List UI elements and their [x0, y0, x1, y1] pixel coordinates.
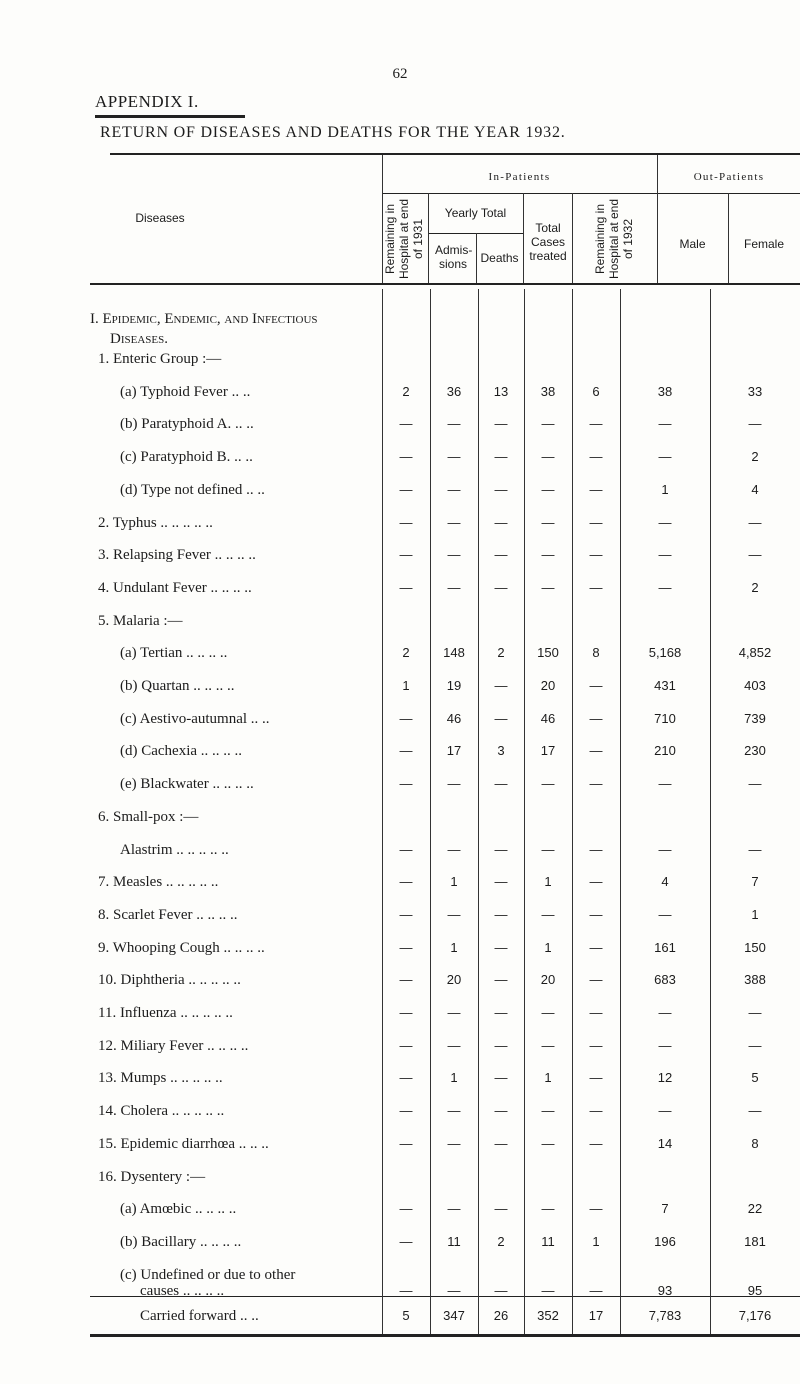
cell-deaths: —	[494, 1283, 508, 1298]
cell-male: —	[658, 1005, 672, 1020]
cell-remaining-1932: —	[589, 1070, 603, 1085]
cell-remaining-1932: —	[589, 907, 603, 922]
table-row	[90, 447, 800, 467]
cell-deaths: —	[494, 940, 508, 955]
cell-admissions: 17	[446, 743, 462, 758]
cell-total-cases: —	[541, 416, 555, 431]
cell-female: 95	[747, 1283, 763, 1298]
disease-label: 8. Scarlet Fever .. .. .. ..	[98, 907, 238, 923]
cell-remaining-1932: —	[589, 515, 603, 530]
cell-total-cases: 20	[540, 972, 556, 987]
disease-label: 12. Miliary Fever .. .. .. ..	[98, 1038, 249, 1054]
table-row	[90, 545, 800, 565]
cell-deaths: 2	[497, 645, 505, 660]
cell-male: 5,168	[648, 645, 682, 660]
disease-label: 14. Cholera .. .. .. .. ..	[98, 1103, 225, 1119]
cell-male: 14	[657, 1136, 673, 1151]
table-row	[90, 905, 800, 925]
cell-remaining-1932: —	[589, 678, 603, 693]
disease-return-table	[90, 153, 800, 1350]
cell-deaths: 3	[497, 743, 505, 758]
disease-label: 11. Influenza .. .. .. .. ..	[98, 1005, 233, 1021]
cell-remaining-1932: —	[589, 743, 603, 758]
cell-admissions: —	[447, 1201, 461, 1216]
cell-total-cases: 11	[541, 1234, 555, 1249]
cell-deaths: —	[494, 1038, 508, 1053]
cell-deaths: —	[494, 1103, 508, 1118]
cell-male: 431	[654, 678, 676, 693]
table-row	[90, 1101, 800, 1121]
cell-remaining-1932: —	[589, 547, 603, 562]
cell-total-cases: —	[541, 907, 555, 922]
cell-female: —	[748, 515, 762, 530]
cell-deaths: —	[494, 678, 508, 693]
cell-remaining-1931: 2	[402, 645, 410, 660]
cell-male: 4	[661, 874, 669, 889]
disease-label: 6. Small-pox :—	[98, 809, 199, 825]
table-row	[90, 1003, 800, 1023]
cell-remaining-1932: —	[589, 1038, 603, 1053]
cell-admissions: —	[447, 449, 461, 464]
cell-male: —	[658, 776, 672, 791]
carried-forward-total-cases: 352	[537, 1308, 559, 1323]
cell-total-cases: —	[541, 1005, 555, 1020]
cell-female: 739	[744, 711, 766, 726]
table-row	[90, 709, 800, 729]
cell-admissions: —	[447, 907, 461, 922]
cell-admissions: 1	[450, 874, 458, 889]
cell-remaining-1931: —	[399, 580, 413, 595]
cell-remaining-1931: —	[399, 1234, 413, 1249]
cell-male: 12	[657, 1070, 673, 1085]
cell-total-cases: —	[541, 1038, 555, 1053]
cell-male: 210	[654, 743, 676, 758]
header-admissions: Admis-sions	[435, 243, 473, 271]
disease-label: 5. Malaria :—	[98, 613, 183, 629]
cell-female: —	[748, 1103, 762, 1118]
carried-forward-deaths: 26	[493, 1308, 509, 1323]
cell-female: —	[748, 1038, 762, 1053]
cell-male: —	[658, 1103, 672, 1118]
cell-remaining-1931: —	[399, 482, 413, 497]
cell-admissions: —	[447, 776, 461, 791]
table-row	[90, 1134, 800, 1154]
cell-remaining-1931: —	[399, 874, 413, 889]
cell-remaining-1931: —	[399, 449, 413, 464]
cell-admissions: 20	[446, 972, 462, 987]
cell-male: 710	[654, 711, 676, 726]
header-out-patients: Out-Patients	[693, 171, 765, 183]
header-female: Female	[743, 237, 784, 251]
cell-remaining-1932: —	[589, 972, 603, 987]
disease-label: 1. Enteric Group :—	[98, 351, 222, 367]
cell-deaths: —	[494, 580, 508, 595]
cell-female: 150	[744, 940, 766, 955]
disease-label: (c) Undefined or due to other	[120, 1267, 296, 1283]
cell-admissions: —	[447, 842, 461, 857]
cell-deaths: —	[494, 416, 508, 431]
cell-male: 93	[657, 1283, 673, 1298]
table-top-rule	[110, 153, 800, 155]
header-diseases: Diseases	[135, 211, 185, 225]
cell-total-cases: —	[541, 1201, 555, 1216]
table-row	[90, 643, 800, 663]
cell-remaining-1931: —	[399, 842, 413, 857]
carried-forward-remaining-1932: 17	[588, 1308, 604, 1323]
cell-female: 388	[744, 972, 766, 987]
cell-female: 2	[751, 580, 759, 595]
cell-deaths: —	[494, 907, 508, 922]
cell-remaining-1931: 1	[402, 678, 410, 693]
table-row	[90, 1281, 800, 1301]
cell-remaining-1931: —	[399, 1201, 413, 1216]
cell-remaining-1932: —	[589, 482, 603, 497]
disease-label: (b) Quartan .. .. .. ..	[120, 678, 235, 694]
disease-label: 4. Undulant Fever .. .. .. ..	[98, 580, 252, 596]
cell-male: 161	[654, 940, 676, 955]
table-row	[90, 513, 800, 533]
table-row	[90, 611, 800, 631]
cell-female: 403	[744, 678, 766, 693]
page-title: RETURN OF DISEASES AND DEATHS FOR THE YEAR 1932.	[100, 124, 566, 141]
appendix-heading: APPENDIX I.	[95, 92, 199, 111]
cell-deaths: —	[494, 711, 508, 726]
cell-remaining-1932: 6	[592, 384, 600, 399]
cell-admissions: 148	[443, 645, 465, 660]
table-row	[90, 872, 800, 892]
cell-remaining-1931: 2	[402, 384, 410, 399]
cell-admissions: —	[447, 515, 461, 530]
cell-total-cases: 1	[544, 874, 552, 889]
cell-male: —	[658, 907, 672, 922]
cell-remaining-1932: 8	[592, 645, 600, 660]
cell-remaining-1931: —	[399, 743, 413, 758]
cell-female: 1	[751, 907, 759, 922]
cell-remaining-1931: —	[399, 1005, 413, 1020]
disease-label: 3. Relapsing Fever .. .. .. ..	[98, 547, 256, 563]
cell-remaining-1932: —	[589, 940, 603, 955]
table-row	[90, 1068, 800, 1088]
out-patients-underline	[658, 193, 800, 194]
disease-label: (b) Paratyphoid A. .. ..	[120, 416, 254, 432]
cell-male: 683	[654, 972, 676, 987]
disease-label: (e) Blackwater .. .. .. ..	[120, 776, 254, 792]
cell-remaining-1932: —	[589, 842, 603, 857]
cell-male: —	[658, 515, 672, 530]
cell-total-cases: 1	[544, 1070, 552, 1085]
cell-deaths: —	[494, 1070, 508, 1085]
table-row	[90, 349, 800, 369]
cell-remaining-1932: 1	[592, 1234, 600, 1249]
disease-label: 9. Whooping Cough .. .. .. ..	[98, 940, 265, 956]
cell-remaining-1932: —	[589, 1136, 603, 1151]
cell-deaths: —	[494, 874, 508, 889]
cell-remaining-1932: —	[589, 1103, 603, 1118]
cell-remaining-1931: —	[399, 1283, 413, 1298]
cell-deaths: —	[494, 547, 508, 562]
disease-label: 7. Measles .. .. .. .. ..	[98, 874, 219, 890]
table-row	[90, 578, 800, 598]
cell-remaining-1932: —	[589, 711, 603, 726]
header-remaining-1932: Remaining in Hospital at end of 1932	[593, 198, 635, 280]
cell-male: 1	[661, 482, 669, 497]
col-rule	[523, 193, 524, 283]
header-male: Male	[679, 237, 706, 251]
cell-deaths: —	[494, 482, 508, 497]
disease-label: Alastrim .. .. .. .. ..	[120, 842, 229, 858]
table-row	[90, 1232, 800, 1252]
section-heading-cont: Diseases.	[110, 331, 168, 347]
carried-forward-row	[90, 1306, 800, 1326]
disease-label: (a) Amœbic .. .. .. ..	[120, 1201, 237, 1217]
cell-admissions: 1	[450, 940, 458, 955]
cell-remaining-1932: —	[589, 1005, 603, 1020]
cell-total-cases: 150	[537, 645, 559, 660]
cell-female: 7	[751, 874, 759, 889]
cell-deaths: —	[494, 1136, 508, 1151]
cell-total-cases: 1	[544, 940, 552, 955]
table-row	[90, 1167, 800, 1187]
header-yearly-total: Yearly Total	[444, 206, 507, 220]
cell-total-cases: 17	[540, 743, 556, 758]
carried-forward-admissions: 347	[443, 1308, 465, 1323]
table-row	[90, 807, 800, 827]
cell-remaining-1932: —	[589, 416, 603, 431]
cell-admissions: 1	[450, 1070, 458, 1085]
table-row	[90, 382, 800, 402]
cell-male: —	[658, 842, 672, 857]
cell-female: 4	[751, 482, 759, 497]
table-row	[90, 1199, 800, 1219]
cell-female: 2	[751, 449, 759, 464]
cell-admissions: —	[447, 1136, 461, 1151]
disease-label: (c) Aestivo-autumnal .. ..	[120, 711, 270, 727]
cell-total-cases: —	[541, 1283, 555, 1298]
cell-admissions: 46	[446, 711, 462, 726]
cell-remaining-1931: —	[399, 907, 413, 922]
cell-female: —	[748, 842, 762, 857]
cell-admissions: —	[447, 1103, 461, 1118]
col-rule	[572, 193, 573, 283]
cell-deaths: —	[494, 972, 508, 987]
cell-deaths: —	[494, 1005, 508, 1020]
cell-remaining-1931: —	[399, 416, 413, 431]
cell-remaining-1931: —	[399, 515, 413, 530]
cell-remaining-1932: —	[589, 1201, 603, 1216]
cell-total-cases: 46	[540, 711, 556, 726]
disease-label: (d) Type not defined .. ..	[120, 482, 265, 498]
table-row	[90, 480, 800, 500]
cell-female: —	[748, 776, 762, 791]
disease-label: 15. Epidemic diarrhœa .. .. ..	[98, 1136, 269, 1152]
cell-female: 22	[747, 1201, 763, 1216]
carried-forward-female: 7,176	[738, 1308, 772, 1323]
cell-remaining-1931: —	[399, 1070, 413, 1085]
cell-total-cases: —	[541, 776, 555, 791]
cell-male: —	[658, 580, 672, 595]
cell-deaths: 2	[497, 1234, 505, 1249]
header-total-cases: Total Cases treated	[529, 221, 567, 263]
disease-label: 16. Dysentery :—	[98, 1169, 206, 1185]
cell-female: —	[748, 1005, 762, 1020]
cell-remaining-1931: —	[399, 711, 413, 726]
cell-remaining-1932: —	[589, 1283, 603, 1298]
disease-label: (b) Bacillary .. .. .. ..	[120, 1234, 242, 1250]
cell-deaths: —	[494, 449, 508, 464]
table-bottom-rule	[90, 1334, 800, 1337]
cell-total-cases: —	[541, 842, 555, 857]
header-bottom-rule	[90, 283, 800, 285]
cell-admissions: —	[447, 580, 461, 595]
cell-total-cases: —	[541, 482, 555, 497]
carried-forward-remaining-1931: 5	[402, 1308, 410, 1323]
table-row	[90, 938, 800, 958]
table-row	[90, 840, 800, 860]
table-row	[90, 676, 800, 696]
cell-female: 181	[744, 1234, 766, 1249]
cell-remaining-1932: —	[589, 874, 603, 889]
table-row	[90, 1036, 800, 1056]
cell-admissions: —	[447, 482, 461, 497]
cell-remaining-1932: —	[589, 580, 603, 595]
cell-male: 38	[657, 384, 673, 399]
cell-deaths: —	[494, 515, 508, 530]
cell-male: —	[658, 416, 672, 431]
cell-remaining-1931: —	[399, 776, 413, 791]
section-heading: I. Epidemic, Endemic, and Infectious	[90, 311, 318, 327]
cell-admissions: —	[447, 1005, 461, 1020]
cell-remaining-1932: —	[589, 449, 603, 464]
table-row	[90, 970, 800, 990]
cell-female: 4,852	[738, 645, 772, 660]
header-remaining-1931: Remaining in Hospital at end of 1931	[383, 198, 425, 280]
disease-label: 13. Mumps .. .. .. .. ..	[98, 1070, 223, 1086]
disease-label: (c) Paratyphoid B. .. ..	[120, 449, 253, 465]
cell-total-cases: —	[541, 580, 555, 595]
disease-label: (a) Tertian .. .. .. ..	[120, 645, 228, 661]
cell-deaths: 13	[493, 384, 509, 399]
cell-total-cases: —	[541, 547, 555, 562]
cell-admissions: —	[447, 416, 461, 431]
disease-label: 2. Typhus .. .. .. .. ..	[98, 515, 213, 531]
cell-female: 230	[744, 743, 766, 758]
cell-admissions: —	[447, 547, 461, 562]
cell-remaining-1932: —	[589, 776, 603, 791]
cell-total-cases: 38	[540, 384, 556, 399]
table-row	[90, 774, 800, 794]
cell-deaths: —	[494, 776, 508, 791]
cell-male: —	[658, 547, 672, 562]
disease-label: 10. Diphtheria .. .. .. .. ..	[98, 972, 241, 988]
cell-admissions: 11	[447, 1234, 461, 1249]
disease-label: causes .. .. .. ..	[140, 1283, 225, 1299]
cell-total-cases: —	[541, 1103, 555, 1118]
cell-remaining-1931: —	[399, 547, 413, 562]
cell-female: —	[748, 416, 762, 431]
cell-female: 33	[747, 384, 763, 399]
cell-admissions: 19	[446, 678, 462, 693]
cell-total-cases: —	[541, 449, 555, 464]
cell-remaining-1931: —	[399, 940, 413, 955]
cell-female: 5	[751, 1070, 759, 1085]
table-row	[90, 741, 800, 761]
cell-admissions: —	[447, 1038, 461, 1053]
carried-forward-label: Carried forward .. ..	[140, 1308, 259, 1324]
cell-remaining-1931: —	[399, 1038, 413, 1053]
cell-deaths: —	[494, 1201, 508, 1216]
disease-label: (a) Typhoid Fever .. ..	[120, 384, 251, 400]
appendix-underline	[95, 115, 245, 118]
cell-male: 7	[661, 1201, 669, 1216]
cell-total-cases: —	[541, 515, 555, 530]
cell-total-cases: 20	[540, 678, 556, 693]
header-in-patients: In-Patients	[488, 171, 551, 183]
header-deaths: Deaths	[480, 251, 519, 265]
cell-remaining-1931: —	[399, 1103, 413, 1118]
cell-deaths: —	[494, 842, 508, 857]
cell-male: 196	[654, 1234, 676, 1249]
cell-female: 8	[751, 1136, 759, 1151]
carried-forward-male: 7,783	[648, 1308, 682, 1323]
table-row	[90, 414, 800, 434]
cell-total-cases: —	[541, 1136, 555, 1151]
disease-label: (d) Cachexia .. .. .. ..	[120, 743, 243, 759]
cell-male: —	[658, 1038, 672, 1053]
cell-remaining-1931: —	[399, 1136, 413, 1151]
cell-male: —	[658, 449, 672, 464]
page-number: 62	[392, 66, 408, 82]
cell-female: —	[748, 547, 762, 562]
cell-remaining-1931: —	[399, 972, 413, 987]
cell-admissions: —	[447, 1283, 461, 1298]
cell-admissions: 36	[446, 384, 462, 399]
